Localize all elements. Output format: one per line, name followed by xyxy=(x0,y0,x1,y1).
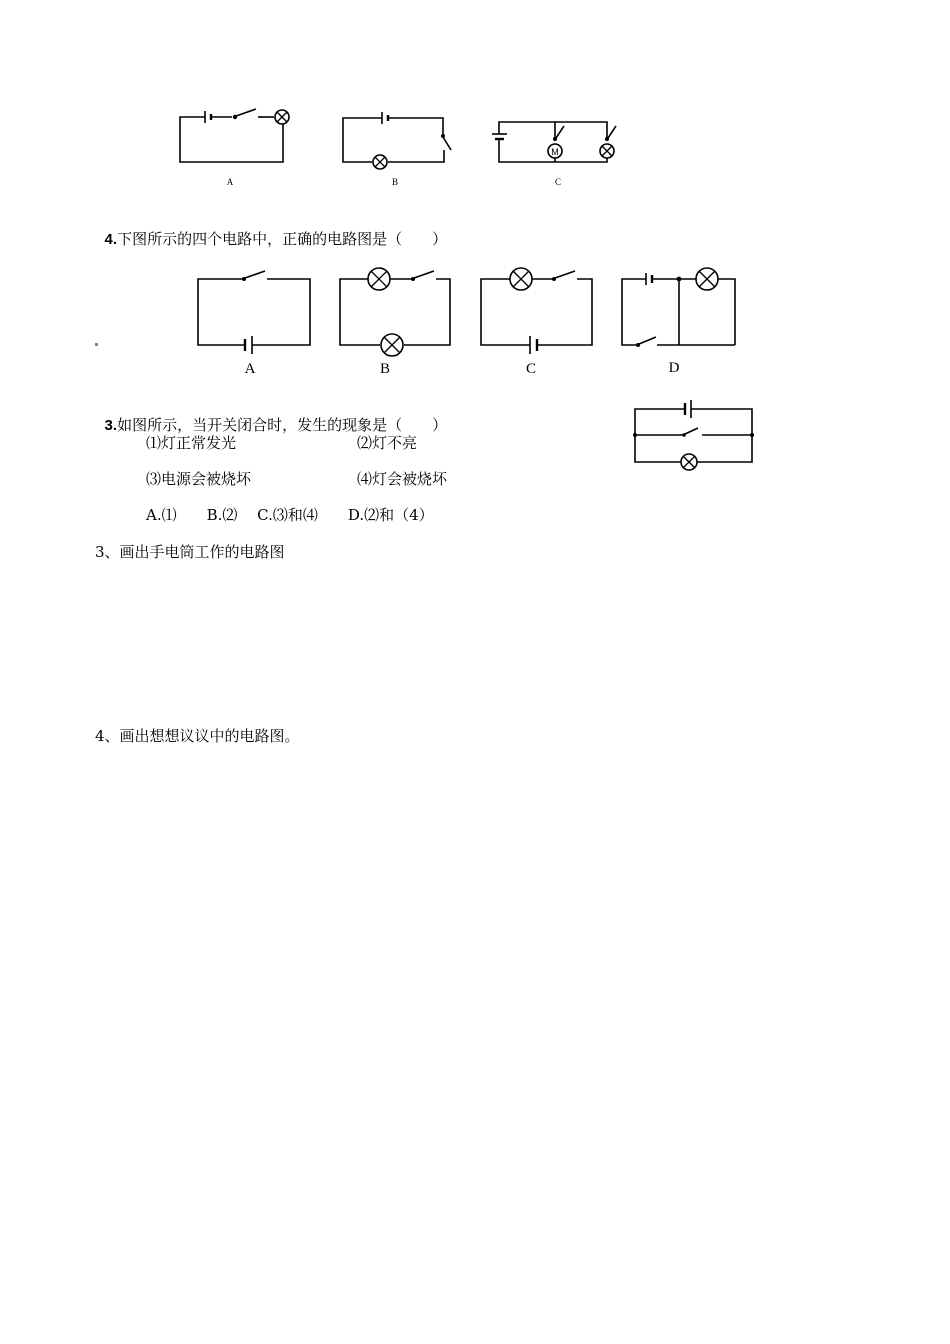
q3-option-3: ⑶电源会被烧坏 xyxy=(146,470,252,488)
lamp-icon xyxy=(368,268,390,290)
lamp-icon xyxy=(600,144,614,158)
q4-circuit-b xyxy=(340,268,450,356)
lamp-icon xyxy=(696,268,718,290)
q3-text: 如图所示，当开关闭合时，发生的现象是（ ） xyxy=(117,416,448,434)
lamp-icon xyxy=(373,155,387,169)
motor-icon xyxy=(548,144,562,158)
top-label-a: A xyxy=(226,177,234,187)
green-dot-mark xyxy=(95,343,98,346)
top-label-c: C xyxy=(554,177,562,187)
q4-circuit-a xyxy=(198,271,310,354)
q4-label-d: D xyxy=(668,360,680,376)
q4-label-c: C xyxy=(525,361,537,377)
q3-option-2: ⑵灯不亮 xyxy=(357,434,418,452)
q4-circuit-c xyxy=(481,268,592,354)
q4-label-b: B xyxy=(379,361,391,377)
q3-option-1: ⑴灯正常发光 xyxy=(146,434,237,452)
q4-text: 下图所示的四个电路中，正确的电路图是（ ） xyxy=(117,230,448,248)
lamp-icon xyxy=(275,110,289,124)
top-label-b: B xyxy=(391,177,399,187)
top-circuits-figure xyxy=(0,0,950,200)
q4-label-a: A xyxy=(244,361,256,377)
q3-circuit-figure xyxy=(620,395,770,475)
lamp-icon xyxy=(381,334,403,356)
lamp-icon xyxy=(681,454,697,470)
top-circuit-c xyxy=(492,122,616,162)
q4-question xyxy=(95,212,447,249)
q3-question xyxy=(95,398,447,435)
task-3-text: 3、画出手电筒工作的电路图 xyxy=(95,543,285,561)
q3-answer-choices: A.⑴ B.⑵ C.⑶和⑷ D.⑵和（4） xyxy=(146,506,434,524)
svg-text:M: M xyxy=(551,147,559,157)
q3-number: 3. xyxy=(104,417,118,434)
lamp-icon xyxy=(510,268,532,290)
q3-option-4: ⑷灯会被烧坏 xyxy=(357,470,448,488)
q4-number: 4. xyxy=(104,231,118,248)
q4-circuit-d xyxy=(622,268,735,347)
q4-circuits-figure xyxy=(0,255,950,385)
task-4-text: 4、画出想想议议中的电路图。 xyxy=(95,727,300,745)
top-circuit-b xyxy=(343,112,451,169)
top-circuit-a xyxy=(180,109,289,162)
